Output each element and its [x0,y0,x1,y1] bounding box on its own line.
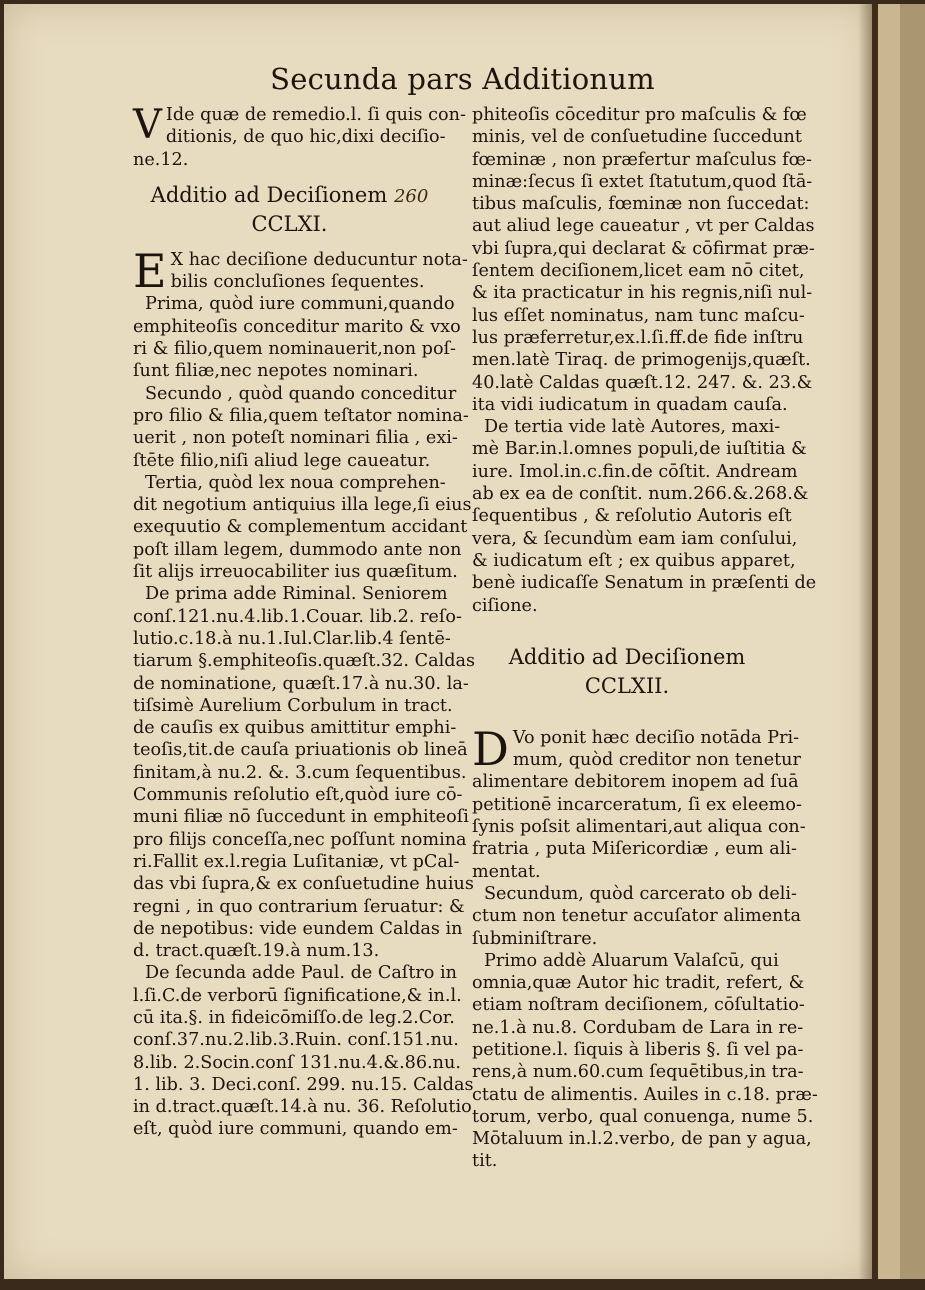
text-line: ſequentibus , & reſolutio Autoris eſt [472,506,792,527]
text-line: Mōtaluum in.l.2.verbo, de pan y agua, [472,1129,812,1150]
text-line: De ſecunda adde Paul. de Caſtro in [145,963,457,984]
text-line: & ita practicatur in his regnis,niſi nul- [472,283,813,304]
text-line: petitione.l. ſiquis à liberis §. ſi vel pa- [472,1039,804,1060]
text-line: De tertia vide latè Autores, maxi- [484,417,781,438]
section-number: CCLXI. [251,211,328,236]
text-line: eſt, quòd iure communi, quando em- [133,1119,458,1140]
text-line: omnia,quæ Autor hic tradit, refert, & [472,973,805,994]
section-heading [133,181,446,210]
text-line: finitam,à nu.2. &. 3.cum ſequentibus. [133,762,467,783]
text-line: l.ſi.C.de verborū ſignificatione,& in.l. [133,985,462,1006]
text-line: De prima adde Riminal. Seniorem [145,584,448,605]
heading-text: Additio ad Deciſionem [150,182,388,207]
text-line: cū ita.§. in fideicōmiſſo.de leg.2.Cor. [133,1007,455,1028]
text-line: ri & filio,quem nominauerit,non poſ- [133,339,456,360]
text-line: ctatu de alimentis. Auiles in c.18. præ- [472,1084,818,1105]
text-line: Secundum, quòd carcerato ob deli- [484,883,797,904]
text-line: uerit , non poteſt nominari filia , exi- [133,428,458,449]
text-line: petitionē incarceratum, ſi ex eleemo- [472,794,802,815]
text-line: das vbi ſupra,& ex conſuetudine huius [133,874,474,895]
text-line: mè Bar.in.l.omnes populi,de iuſtitia & [472,439,807,460]
left-column [133,102,475,1141]
text-line: Vo ponit hæc deciſio notāda Pri- [512,727,800,748]
text-line: pro filio & filia,quem teſtator nomina- [133,405,469,426]
text-line: ri.Fallit ex.l.regia Luſitaniæ, vt pCal- [133,851,460,872]
text-line: ſynis poſsit alimentari,aut aliqua con- [472,817,806,838]
text-line: mentat. [472,861,541,882]
text-line: Communis reſolutio eſt,quòd iure cō- [133,785,463,806]
text-line: muni filiæ nō ſuccedunt in emphiteoſi [133,807,469,828]
section-number: CCLXII. [584,673,670,698]
text-line: aut aliud lege caueatur , vt per Caldas [472,216,815,237]
text-line: ſit alijs irreuocabiliter ius quæſitum. [133,562,458,583]
text-line: teoſis,tit.de cauſa priuationis ob lineā [133,740,468,761]
text-line: bilis concluſiones ſequentes. [170,272,425,293]
text-line: tiarum §.emphiteoſis.quæſt.32. Caldas [133,651,475,672]
text-line: de nepotibus: vide eundem Caldas in [133,918,463,939]
text-line: ab ex ea de conſtit. num.266.&.268.& [472,484,809,505]
handwritten-note: 260 [393,185,429,207]
text-line: poſt illam legem, dummodo ante non [133,539,462,560]
text-line: ctum non tenetur accuſator alimenta [472,906,801,927]
text-line: Tertia, quòd lex noua comprehen- [145,472,446,493]
text-line: tiſsimè Aurelium Corbulum in tract. [133,695,453,716]
text-line: vera, & ſecundùm eam iam conſului, [472,528,798,549]
first-paragraph [133,243,468,298]
text-line: 1. lib. 3. Deci.conſ. 299. nu.15. Caldas [133,1074,474,1095]
text-line: vbi ſupra,qui declarat & cōfirmat præ- [472,238,815,259]
text-line: ſtēte filio,niſi aliud lege caueatur. [133,450,431,471]
text-line: etiam noſtram deciſionem, cōſultatio- [472,995,805,1016]
text-line: ne.1.à nu.8. Cordubam de Lara in re- [472,1017,804,1038]
text-line: ſentem deciſionem,licet eam nō citet, [472,261,805,282]
text-line: minis, vel de conſuetudine ſuccedunt [472,127,802,148]
section-heading: Additio ad Deciſionem [508,644,746,669]
text-line: emphiteoſis conceditur marito & vxo [133,316,461,337]
text-line: fratria , puta Miſericordiæ , eum ali- [472,839,797,860]
running-header: Secunda pars Additionum [270,62,655,96]
text-line: iure. Imol.in.c.fin.de cōſtit. Andream [472,461,798,482]
text-line: pro filijs conceſſa,nec poſſunt nomina [133,829,467,850]
text-line: benè iudicaſſe Senatum in præſenti de [472,573,817,594]
text-line: torum, verbo, qual conuenga, nume 5. [472,1106,814,1127]
page-fold [900,4,925,1279]
drop-cap: V [133,102,162,148]
text-line: Secundo , quòd quando conceditur [145,383,457,404]
drop-cap: D [472,721,509,776]
text-line: 8.lib. 2.Socin.conſ 131.nu.4.&.86.nu. [133,1052,461,1073]
text-line: rens,à num.60.cum ſequētibus,in tra- [472,1062,804,1083]
text-line: d. tract.quæſt.19.à num.13. [133,941,380,962]
body-text [472,104,817,617]
first-paragraph [472,721,801,776]
text-line: in d.tract.quæſt.14.à nu. 36. Reſolutio [133,1097,472,1118]
text-line: ita vidi iudicatum in quadam cauſa. [472,394,788,415]
text-line: men.latè Tiraq. de primogenijs,quæſt. [472,350,811,371]
text-line: conſ.121.nu.4.lib.1.Couar. lib.2. reſo- [133,606,462,627]
text-line: fœminæ , non præfertur maſculus fœ- [472,149,812,170]
text-line: exequutio & complementum accidant [133,517,468,538]
body-text [133,293,475,1140]
text-line: ne.12. [133,149,189,170]
text-line: ſubminiſtrare. [472,928,598,949]
text-line: regni , in quo contrarium ſeruatur: & [133,896,465,917]
text-line: de nominatione, quæſt.17.à nu.30. la- [133,673,469,694]
text-line: Prima, quòd iure communi,quando [145,294,455,315]
text-line: & iudicatum eſt ; ex quibus apparet, [472,550,796,571]
text-line: mum, quòd creditor non tenetur [512,750,801,771]
gutter-shadow [858,4,878,1279]
text-line: tibus maſculis, fœminæ non ſuccedat: [472,194,810,215]
text-line: X hac deciſione deducuntur nota- [170,249,468,270]
text-line: lus eſſet nominatus, nam tunc maſcu- [472,305,805,326]
right-column [472,104,818,1173]
text-line: Ide quæ de remedio.l. ſi quis con- [165,105,466,125]
text-line: dit negotium antiquius illa lege,ſi eius [133,495,472,516]
text-line: phiteoſis cōceditur pro maſculis & fœ [472,105,807,125]
text-line: conſ.37.nu.2.lib.3.Ruin. conſ.151.nu. [133,1030,459,1051]
body-text [472,771,818,1172]
text-line: ſunt filiæ,nec nepotes nominari. [133,361,419,382]
text-line: lus præferretur,ex.l.ſi.ff.de fide inſtru [472,327,804,348]
text-line: ciſione. [472,595,538,616]
text-line: Primo addè Aluarum Valaſcū, qui [484,950,779,971]
text-line: de cauſis ex quibus amittitur emphi- [133,718,457,739]
text-line: lutio.c.18.à nu.1.Iul.Clar.lib.4 ſentē- [133,628,451,649]
text-line: ditionis, de quo hic,dixi deciſio- [165,127,446,148]
text-line: alimentare debitorem inopem ad ſuā [472,772,799,793]
intro-paragraph [133,102,466,171]
text-line: 40.latè Caldas quæſt.12. 247. &. 23.& [472,372,813,393]
drop-cap: E [133,243,167,298]
text-line: minæ:ſecus ſi extet ſtatutum,quod ſtā- [472,171,813,192]
text-line: tit. [472,1151,498,1172]
